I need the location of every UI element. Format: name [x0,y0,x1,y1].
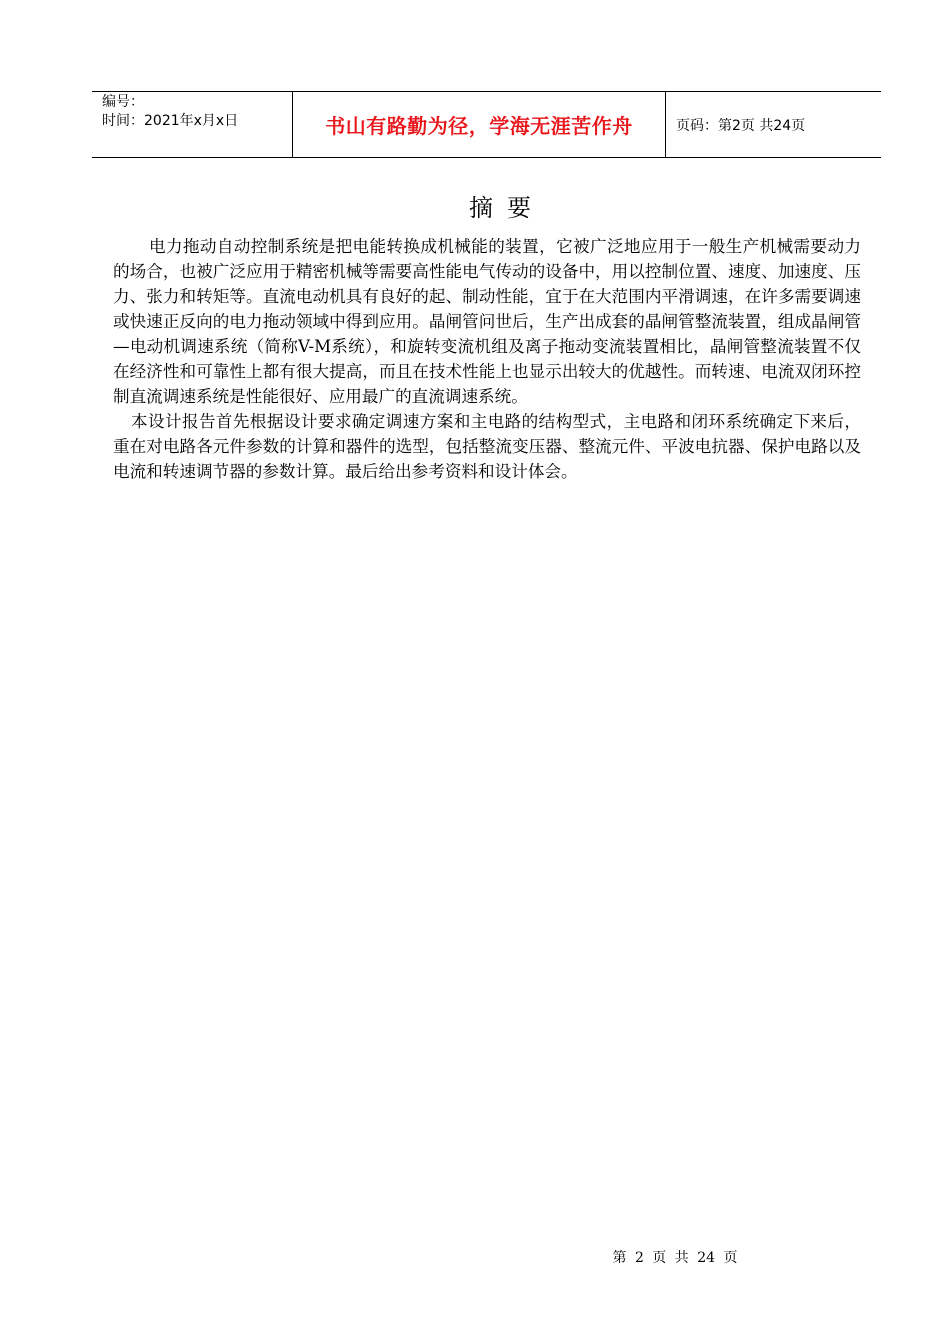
header-page-cell [666,92,881,157]
header-motto-cell [293,92,666,157]
page-footer: 第 2 页 共 24 页 [612,1250,738,1266]
document-number-label: 编号： [102,94,144,110]
header-page-info: 页码：第2页 共24页 [676,117,806,134]
abstract-body [113,234,861,484]
header-table [92,91,881,158]
document-time-label: 时间：2021年x月x日 [102,113,239,129]
abstract-paragraph-2: 本设计报告首先根据设计要求确定调速方案和主电路的结构型式，主电路和闭环系统确定下来后，重在对电路各元件参数的计算和器件的选型，包括整流变压器、整流元件、平波电抗器、保护电路以及电流和转速调节器的参数计算。最后给出参考资料和设计体会。 [113,412,861,481]
abstract-paragraph-1: 电力拖动自动控制系统是把电能转换成机械能的装置，它被广泛地应用于一般生产机械需要动力的场合，也被广泛应用于精密机械等需要高性能电气传动的设备中，用以控制位置、速度、加速度、压力、张力和转矩等。直流电动机具有良好的起、制动性能，宜于在大范围内平滑调速，在许多需要调速或快速正反向的电力拖动领域中得到应用。晶闸管问世后，生产出成套的晶闸管整流装置，组成晶闸管—电动机调速系统（简称V-M系统），和旋转变流机组及离子拖动变流装置相比，晶闸管整流装置不仅在经济性和可靠性上都有很大提高，而且在技术性能上也显示出较大的优越性。而转速、电流双闭环控制直流调速系统是性能很好、应用最广的直流调速系统。 [113,237,861,406]
section-title: 摘要 [469,194,545,222]
header-meta-cell [92,92,293,157]
header-motto: 书山有路勤为径，学海无涯苦作舟 [325,114,633,138]
